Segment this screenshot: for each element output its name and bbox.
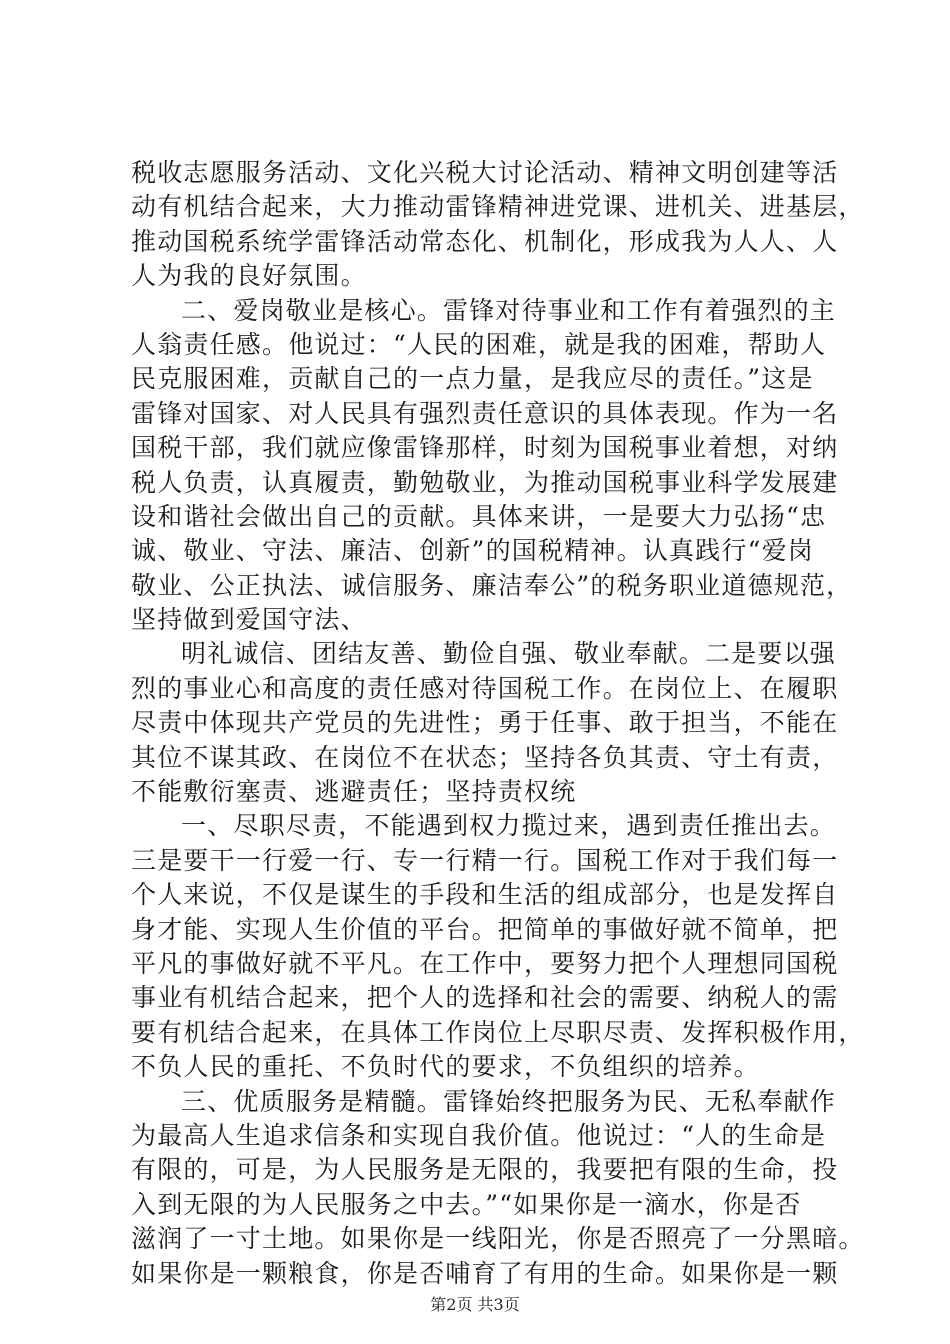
text-line: 如果你是一颗粮食，你是否哺育了有用的生命。如果你是一颗 (131, 1258, 839, 1288)
text-line: 身才能、实现人生价值的平台。把简单的事做好就不简单，把 (131, 914, 839, 944)
text-line: 不能敷衍塞责、逃避责任；坚持责权统 (131, 777, 577, 807)
text-line: 民克服困难，贡献自己的一点力量，是我应尽的责任。”这是 (131, 364, 814, 394)
text-line: 人翁责任感。他说过：“人民的困难，就是我的困难，帮助人 (131, 329, 827, 359)
text-line: 事业有机结合起来，把个人的选择和社会的需要、纳税人的需 (131, 983, 839, 1013)
text-line: 尽责中体现共产党员的先进性；勇于任事、敢于担当，不能在 (131, 708, 839, 738)
text-line: 国税干部，我们就应像雷锋那样，时刻为国税事业着想，对纳 (131, 433, 839, 463)
text-line: 一、尽职尽责，不能遇到权力揽过来，遇到责任推出去。 (181, 811, 837, 841)
text-line: 其位不谋其政、在岗位不在状态；坚持各负其责、守土有责， (131, 742, 839, 772)
page-footer: 第2页 共3页 (430, 1295, 520, 1314)
document-body (131, 156, 865, 1291)
text-line: 入到无限的为人民服务之中去。”“如果你是一滴水，你是否 (131, 1189, 802, 1219)
text-line: 个人来说，不仅是谋生的手段和生活的组成部分，也是发挥自 (131, 880, 839, 910)
text-line: 三、优质服务是精髓。雷锋始终把服务为民、无私奉献作 (181, 1086, 837, 1116)
text-line: 推动国税系统学雷锋活动常态化、机制化，形成我为人人、人 (131, 226, 839, 256)
text-line: 平凡的事做好就不平凡。在工作中，要努力把个人理想同国税 (131, 948, 839, 978)
text-line: 坚持做到爱国守法、 (131, 605, 367, 635)
text-line: 敬业、公正执法、诚信服务、廉洁奉公”的税务职业道德规范， (131, 570, 853, 600)
text-line: 诚、敬业、守法、廉洁、创新”的国税精神。认真践行“爱岗 (131, 536, 814, 566)
text-line: 不负人民的重托、不负时代的要求，不负组织的培养。 (131, 1052, 760, 1082)
text-line: 二、爱岗敬业是核心。雷锋对待事业和工作有着强烈的主 (181, 295, 837, 325)
text-line: 三是要干一行爱一行、专一行精一行。国税工作对于我们每一 (131, 845, 839, 875)
text-line: 为最高人生追求信条和实现自我价值。他说过：“人的生命是 (131, 1120, 827, 1150)
text-line: 动有机结合起来，大力推动雷锋精神进党课、进机关、进基层， (131, 192, 865, 222)
text-line: 烈的事业心和高度的责任感对待国税工作。在岗位上、在履职 (131, 673, 839, 703)
text-line: 税人负责，认真履责，勤勉敬业，为推动国税事业科学发展建 (131, 467, 839, 497)
text-line: 人为我的良好氛围。 (131, 261, 367, 291)
text-line: 税收志愿服务活动、文化兴税大讨论活动、精神文明创建等活 (131, 158, 839, 187)
text-line: 明礼诚信、团结友善、勤俭自强、敬业奉献。二是要以强 (181, 639, 837, 669)
text-line: 滋润了一寸土地。如果你是一线阳光，你是否照亮了一分黑暗。 (131, 1224, 865, 1254)
text-line: 设和谐社会做出自己的贡献。具体来讲，一是要大力弘扬“忠 (131, 501, 827, 531)
text-line: 雷锋对国家、对人民具有强烈责任意识的具体表现。作为一名 (131, 398, 839, 428)
text-line: 要有机结合起来，在具体工作岗位上尽职尽责、发挥积极作用， (131, 1017, 865, 1047)
text-line: 有限的，可是，为人民服务是无限的，我要把有限的生命，投 (131, 1155, 839, 1185)
